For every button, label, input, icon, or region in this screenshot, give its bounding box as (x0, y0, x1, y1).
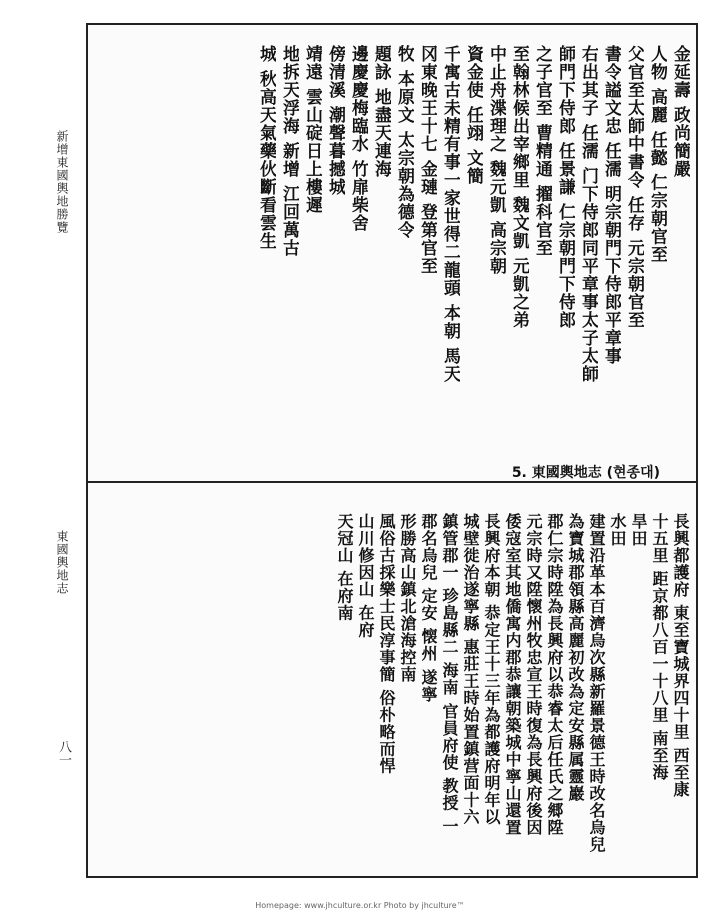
text-column: 郡仁宗時陞為長興府以恭睿太后任氏之郷陞 (545, 513, 564, 836)
section-title-label: 東國輿地志 (55, 530, 69, 595)
text-column: 長興府本朝 恭定王十三年為都護府明年以 (482, 513, 501, 826)
text-column: 書令謚文忠 任濡 明宗朝門下侍郎平章事 (601, 45, 621, 365)
top-panel (94, 45, 690, 477)
text-column: 金延壽 政尚簡嚴 (670, 45, 690, 178)
text-column: 冈東晚王十七 金璉 登第官至 (417, 45, 437, 275)
text-column: 為寶城郡領縣高麗初改為定安縣属靈巖 (566, 513, 585, 802)
text-column: 資金使 任翊 文簡 (463, 45, 483, 185)
text-column: 千寓古未精有事一家世得二龍頭 本朝 馬天 (440, 45, 460, 383)
text-column: 長興都護府 東至寶城界四十里 西至康 (671, 513, 690, 799)
text-column: 右出其子 任濡 门下侍郎同平章事太子太師 (578, 45, 598, 383)
footer-credit: Homepage: www.jhculture.or.kr Photo by jhculture™ (255, 901, 465, 910)
text-column: 中止舟渫理之 魏元凱 高宗朝 (486, 45, 506, 275)
text-column: 至翰林候出宰鄉里 魏文凱 元凱之弟 (509, 45, 529, 329)
text-column: 旱田 (629, 513, 648, 547)
text-column: 邊慶慶梅臨水 竹扉柴舍 (348, 45, 368, 232)
text-column: 元宗時又陞懷州牧忠宣王時復為長興府後因 (524, 513, 543, 836)
text-column: 倭寇室其地僑寓内郡恭讓朝築城中寧山還置 (503, 513, 522, 836)
text-column: 建置沿革本百濟烏次縣新羅景德王時改名烏兒 (587, 513, 606, 853)
text-column: 形勝高山鎮北滄海控南 (398, 513, 417, 683)
text-column: 鎮管郡一 珍島縣二 海南 官員府使 教授 一 (440, 513, 459, 835)
text-column: 郡名烏兒 定安 懐州 遂寧 (419, 513, 438, 703)
text-column: 牧 本原文 太宗朝為德令 (394, 45, 414, 239)
section-heading: 5. 東國輿地志 (현종대) (511, 465, 660, 481)
text-column: 之子官至 曹精通 擢科官至 (532, 45, 552, 257)
text-column: 師門下侍郎 任景謙 仁宗朝門下侍郎 (555, 45, 575, 329)
text-column: 父官至太師中書令 任存 元宗朝官至 (624, 45, 644, 329)
text-column: 靖遠 雲山碇日上樓遲 (302, 45, 322, 214)
text-column: 題詠 地盡天連海 (371, 45, 391, 178)
page-number: 八一 (56, 740, 71, 766)
text-column: 人物 高麗 任懿 仁宗朝官至 (647, 45, 667, 264)
text-column: 天冠山 在府南 (335, 513, 354, 622)
text-column: 傍清溪 潮聲暮撼城 (325, 45, 345, 196)
bottom-panel (94, 513, 690, 875)
top-text-columns (94, 45, 690, 477)
text-column: 水田 (608, 513, 627, 547)
text-column: 城 秋高天氣藥伙斷看雲生 (256, 45, 276, 250)
text-column: 山川修因山 在府 (356, 513, 375, 639)
text-column: 城壁徙治遂寧縣 惠莊王時始置鎮营面十六 (461, 513, 480, 826)
text-column: 地拆天浮海 新增 江回萬古 (279, 45, 299, 257)
document-page (86, 23, 698, 878)
text-column: 十五里 距京都八百一十八里 南至海 (650, 513, 669, 782)
book-title-label: 新增東國輿地勝覽 (55, 130, 69, 234)
bottom-text-columns (94, 513, 690, 875)
text-column: 風俗古採樂士民淳事簡 俗朴略而悍 (377, 513, 396, 775)
